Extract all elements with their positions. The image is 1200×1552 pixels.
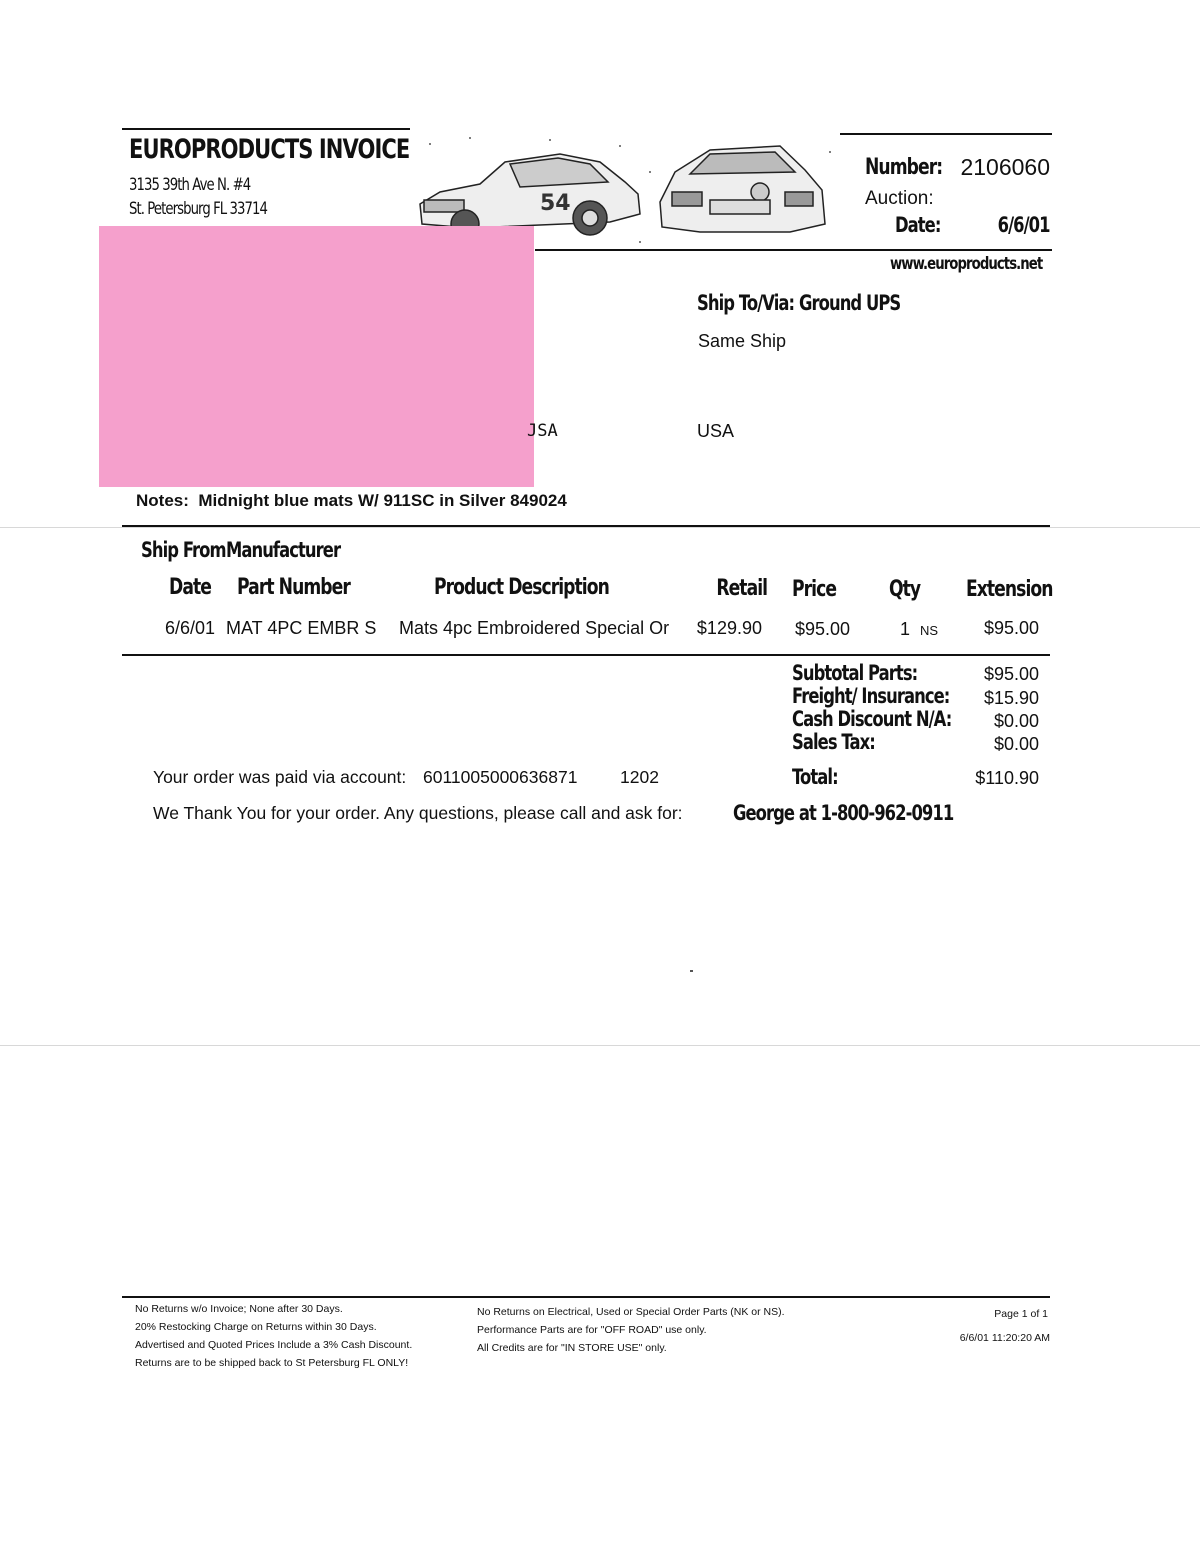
scan-speck — [690, 970, 693, 972]
billing-country-fragment: JSA — [527, 421, 558, 441]
notes-text: Midnight blue mats W/ 911SC in Silver 849024 — [198, 491, 567, 510]
footer-line: Advertised and Quoted Prices Include a 3% Cash Discount. — [135, 1339, 413, 1351]
col-header-extension: Extension — [966, 577, 1053, 602]
invoice-number-value: 2106060 — [960, 154, 1050, 180]
col-header-part-number: Part Number — [237, 575, 350, 600]
col-header-price: Price — [792, 577, 837, 602]
col-header-description: Product Description — [434, 575, 609, 600]
svg-text:54: 54 — [540, 191, 571, 216]
total-value: $110.90 — [975, 768, 1039, 788]
footer-policy-col1 — [135, 1300, 412, 1372]
row-part-number: MAT 4PC EMBR S — [226, 618, 377, 638]
invoice-title: EUROPRODUCTS INVOICE — [129, 134, 410, 165]
redacted-billing-address — [99, 226, 534, 487]
company-address-line2: St. Petersburg FL 33714 — [129, 199, 268, 219]
header-rule-right — [840, 133, 1052, 135]
company-address-line1: 3135 39th Ave N. #4 — [129, 175, 251, 195]
scan-fold-line — [0, 527, 1200, 528]
header-rule-bottom — [535, 249, 1052, 251]
auction-label: Auction: — [865, 188, 934, 209]
scan-fold-line — [0, 1045, 1200, 1046]
footer-line: All Credits are for "IN STORE USE" only. — [477, 1342, 667, 1354]
footer-policy-col2 — [477, 1303, 785, 1357]
invoice-date-value: 6/6/01 — [998, 213, 1050, 237]
notes-label: Notes: — [136, 491, 189, 510]
total-label: Total: — [792, 765, 838, 789]
footer-line: No Returns w/o Invoice; None after 30 Days. — [135, 1303, 343, 1315]
footer-line: No Returns on Electrical, Used or Special Order Parts (NK or NS). — [477, 1306, 785, 1318]
row-description: Mats 4pc Embroidered Special Or — [399, 618, 670, 638]
tax-label: Sales Tax: — [792, 730, 875, 754]
payment-text: Your order was paid via account: — [153, 767, 407, 787]
date-label: Date: — [895, 213, 941, 237]
tax-value: $0.00 — [993, 734, 1039, 754]
row-price: $95.00 — [795, 619, 851, 639]
subtotal-value: $95.00 — [983, 664, 1039, 684]
header-rule-left — [122, 128, 410, 130]
print-timestamp: 6/6/01 11:20:20 AM — [959, 1332, 1050, 1344]
row-qty-code: NS — [920, 623, 939, 638]
row-qty: 1 — [900, 619, 911, 639]
ship-from-label: Ship From — [141, 538, 226, 562]
discount-value: $0.00 — [993, 711, 1039, 731]
row-date: 6/6/01 — [164, 618, 215, 638]
ship-to-label: Ship To/Via: — [697, 291, 795, 315]
notes-row — [136, 491, 567, 511]
freight-label: Freight/ Insurance: — [792, 684, 950, 708]
website-link[interactable]: www.europroducts.net — [889, 254, 1042, 274]
thanks-text: We Thank You for your order. Any questions, please call and ask for: — [153, 803, 683, 823]
footer-line: Returns are to be shipped back to St Petersburg FL ONLY! — [135, 1357, 409, 1369]
payment-account: 6011005000636871 — [423, 767, 578, 787]
ship-note: Same Ship — [698, 331, 787, 351]
contact-info: George at 1-800-962-0911 — [733, 801, 954, 825]
invoice-number-label: Number: — [865, 155, 943, 180]
notes-rule — [122, 525, 1050, 527]
footer-line: 20% Restocking Charge on Returns within 30 Days. — [135, 1321, 377, 1333]
freight-value: $15.90 — [983, 688, 1039, 708]
page-indicator: Page 1 of 1 — [994, 1308, 1048, 1320]
payment-expiry: 1202 — [620, 767, 659, 787]
ship-method: Ground UPS — [799, 291, 901, 315]
footer-rule — [122, 1296, 1050, 1298]
ship-from-value: Manufacturer — [226, 538, 341, 562]
col-header-date: Date — [169, 575, 211, 600]
col-header-retail: Retail — [716, 576, 767, 601]
col-header-qty: Qty — [889, 577, 921, 602]
row-extension: $95.00 — [983, 618, 1039, 638]
footer-line: Performance Parts are for "OFF ROAD" use only. — [477, 1324, 707, 1336]
subtotal-label: Subtotal Parts: — [792, 661, 918, 685]
table-bottom-rule — [122, 654, 1050, 656]
ship-country: USA — [697, 421, 735, 441]
row-retail: $129.90 — [696, 618, 762, 638]
discount-label: Cash Discount N/A: — [792, 707, 952, 731]
